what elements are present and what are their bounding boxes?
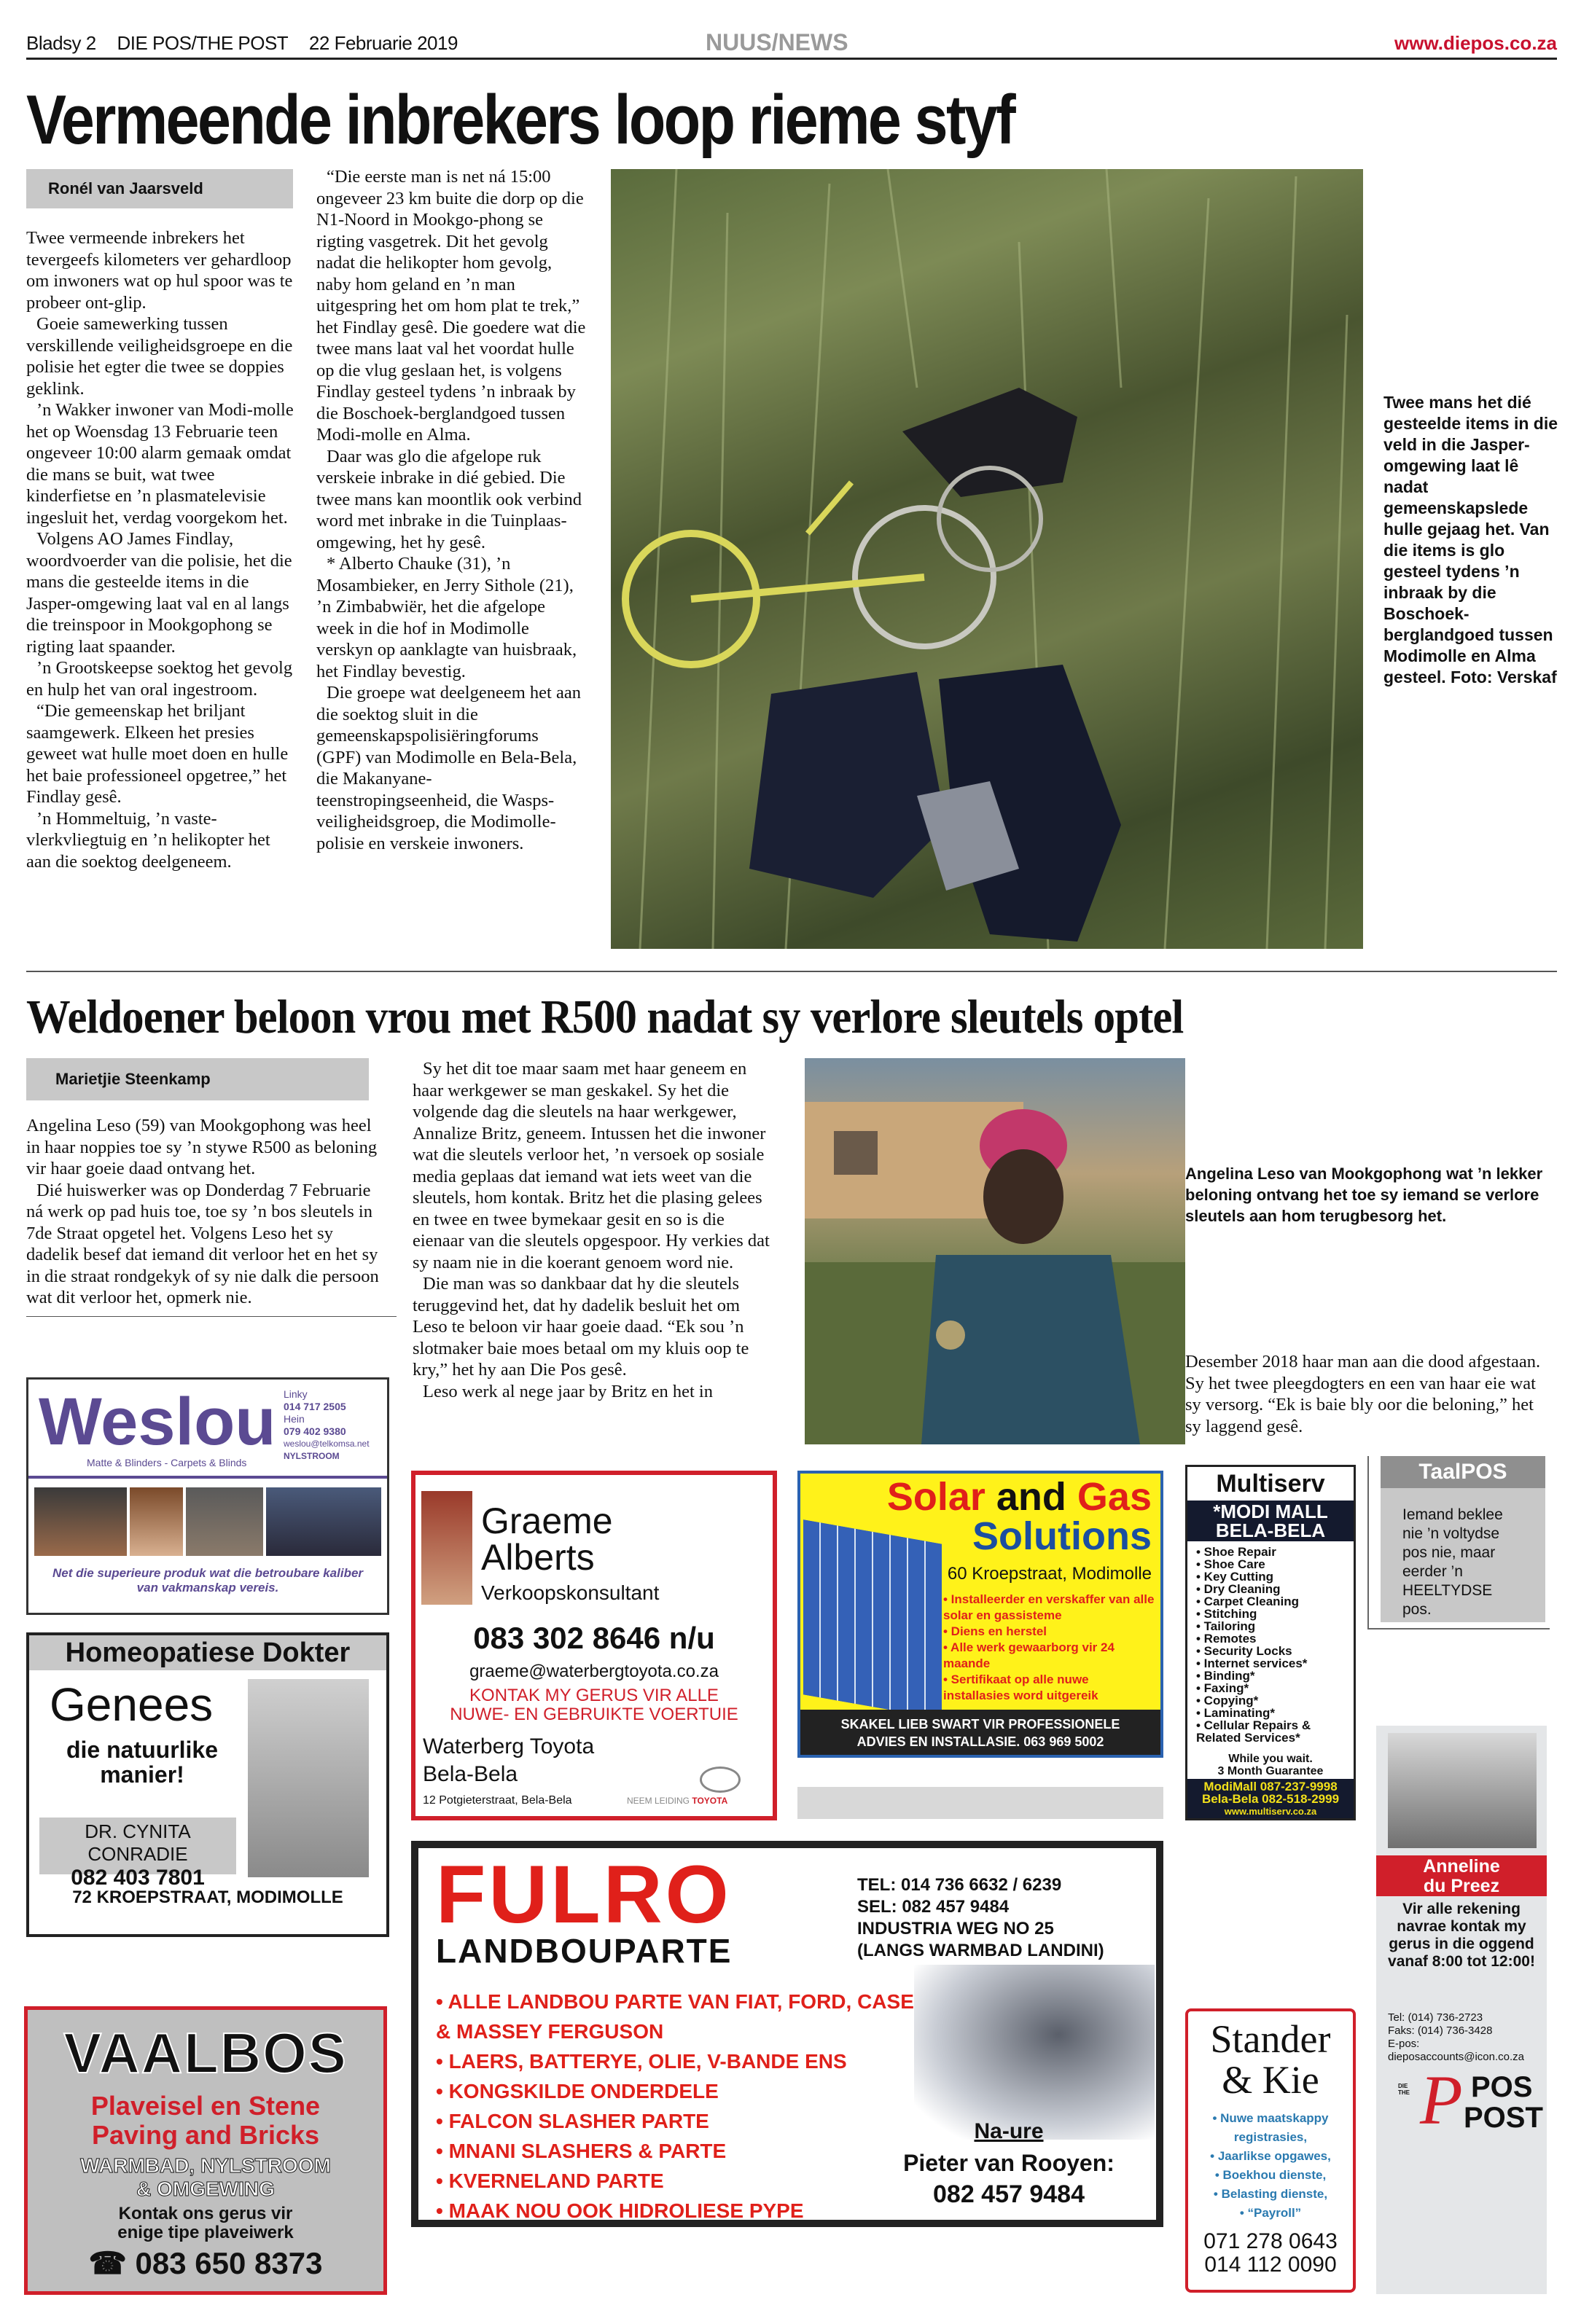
- solar-panel-icon: [803, 1519, 942, 1719]
- homeopath-headline: Genees: [50, 1678, 214, 1731]
- fulro-logo: FULRO: [436, 1849, 732, 1940]
- salesman-role: Verkoopskonsultant: [481, 1581, 660, 1604]
- section-divider: [26, 971, 1557, 972]
- paragraph: Die groepe wat deelgeneem het aan die soektog sluit in die gemeenskapspolisiëringforums (GPF) van Modimolle en Bela-Bela, die Makanyane-teenstropingseenheid, die Wasps-veiligheidsgroep, die Modimolle-polisie en verskeie inwoners.: [316, 683, 581, 853]
- service-item: • MNANI SLASHERS & PARTE: [436, 2140, 727, 2162]
- engine-parts-image: [914, 1965, 1155, 2140]
- phone: Bela-Bela 082-518-2999: [1201, 1792, 1340, 1806]
- service-item: • ALLE LANDBOU PARTE VAN FIAT, FORD, CASE & MASSEY FERGUSON: [436, 1990, 914, 2043]
- phone-icon: ☎: [88, 2246, 127, 2280]
- paragraph: Angelina Leso (59) van Mookgophong was heel in haar noppies toe sy ’n stywe R500 as beloning vir haar goeie daad ontvang het.: [26, 1116, 378, 1178]
- phone: ModiMall 087-237-9998: [1203, 1780, 1338, 1793]
- doctor-name: DR. CYNITA CONRADIE: [85, 1820, 191, 1865]
- fulro-tel: TEL: 014 736 6632 / 6239: [857, 1875, 1062, 1895]
- dealer-name: Waterberg Toyota: [423, 1734, 595, 1758]
- slogan-brand: TOYOTA: [692, 1796, 728, 1806]
- paragraph: Twee vermeende inbrekers het tevergeefs kilometers ver gehardloop om inwoners wat op hul spoor was te probeer ont-glip.: [26, 228, 293, 313]
- paragraph: Sy het dit toe maar saam met haar geneem en haar werkgewer se man geskakel. Sy het die volgende dag die sleutels na haar werkgewer, Annalize Britz, geneem. Intussen het die inwoner wat die sleutels verloor het, ’n versoek op sosiale media geplaas dat iemand wat iets weet van die sleutels, hom kontak. Britz het die plasing gelees en twee en twee bymekaar gesit en so is die eienaar van die sleutels opgespoor. Hy verkies dat sy naam nie in die koerant genoem word nie.: [413, 1059, 770, 1272]
- service-item: • Key Cutting: [1196, 1570, 1274, 1584]
- service-item: • Belasting dienste,: [1213, 2187, 1328, 2201]
- accounts-fax: Faks: (014) 736-3428: [1388, 2024, 1493, 2037]
- website-link[interactable]: www.diepos.co.za: [1394, 32, 1557, 54]
- email-label: E-pos:: [1388, 2038, 1420, 2050]
- homeopath-title: Homeopatiese Dokter: [29, 1635, 386, 1670]
- vaalbos-line4: & OMGEWING: [136, 2178, 275, 2200]
- paragraph: “Die gemeenskap het briljant saamgewerk. Elkeen het presies geweet wat hulle moet doen en hulle het baie professioneel opgetree,” het Findlay gesê.: [26, 701, 289, 807]
- paragraph: Daar was glo die afgelope ruk verskeie inbrake in dié gebied. Die twee mans kan moontlik ook verbind word met inbrake in die Tuinplaas-omgewing, het hy gesê.: [316, 446, 582, 552]
- vaalbos-line1: Plaveisel en Stene: [90, 2091, 321, 2121]
- article1-headline: Vermeende inbrekers loop rieme styf: [26, 81, 1015, 159]
- blank-grey-box: [797, 1787, 1163, 1819]
- vaalbos-logo: VAALBOS: [63, 2021, 348, 2085]
- dealer-address: 12 Potgieterstraat, Bela-Bela: [423, 1794, 572, 1807]
- ad-waterberg-toyota[interactable]: [411, 1471, 777, 1820]
- service-item: • Binding*: [1196, 1669, 1255, 1683]
- toyota-pitch-1: KONTAK MY GERUS VIR ALLE: [469, 1686, 719, 1705]
- solar-title-row2: Solutions: [972, 1514, 1152, 1558]
- solar-footer: [800, 1710, 1160, 1755]
- service-item: • KVERNELAND PARTE: [436, 2170, 664, 2192]
- logo-post: POST: [1464, 2102, 1543, 2134]
- stander-name-1: Stander: [1210, 2017, 1331, 2061]
- service-item: • Dry Cleaning: [1196, 1582, 1281, 1596]
- accounts-tel: Tel: (014) 736-2723: [1388, 2011, 1483, 2024]
- fulro-cell: SEL: 082 457 9484: [857, 1897, 1010, 1917]
- service-item: • FALCON SLASHER PARTE: [436, 2110, 709, 2132]
- weslou-gallery: [34, 1487, 381, 1556]
- paragraph: ’n Hommeltuig, ’n vaste-vlerkvliegtuig en ’n helikopter het aan die soektog deelgeneem.: [26, 808, 270, 872]
- accounts-contact-box: [1376, 1726, 1547, 2294]
- salesman-email: graeme@waterbergtoyota.co.za: [469, 1662, 719, 1681]
- paragraph: “Die eerste man is net ná 15:00 ongeveer 23 km buite die dorp op die N1-Noord in Mookgo-phong se rigting vasgetrek. Dit het gevolg nadat die helikopter hom gevolg, naby hom geland en ’n man uitgespring het om hom plat te trek,” het Findlay gesê. Die goedere wat die twee mans laat val het voordat hulle op die vlug geslaan het, is volgens Findlay gesteel tydens ’n inbraak by die Boschoek-berglandgoed tussen Modi-molle en Alma.: [316, 167, 586, 445]
- slogan-text: NEEM LEIDING: [627, 1796, 690, 1806]
- doctor-photo: [248, 1679, 369, 1877]
- fulro-address: (LANGS WARMBAD LANDINI): [857, 1941, 1104, 1960]
- ad-homeopath[interactable]: [26, 1632, 389, 1937]
- article2-photo-caption: Angelina Leso van Mookgophong wat ’n lekker beloning ontvang het toe sy iemand se verlore sleutels aan hom terugbesorg het.: [1185, 1165, 1543, 1225]
- fulro-contact-phone: 082 457 9484: [933, 2180, 1085, 2208]
- vaalbos-line5: Kontak ons gerus vir: [118, 2204, 293, 2223]
- ad-weslou[interactable]: [26, 1377, 389, 1615]
- multiserv-phones: [1187, 1779, 1354, 1818]
- contact-phone: 079 402 9380: [284, 1425, 346, 1437]
- ad-vaalbos[interactable]: [24, 2006, 387, 2295]
- note-line: 3 Month Guarantee: [1217, 1765, 1324, 1777]
- homeopath-contact-box: [39, 1818, 236, 1890]
- logo-p-glyph: P: [1420, 2061, 1463, 2139]
- service-item: • Carpet Cleaning: [1196, 1595, 1300, 1608]
- homeopath-subline: die natuurlike manier!: [66, 1737, 219, 1788]
- contact-town: NYLSTROOM: [284, 1451, 340, 1461]
- name-line: Anneline: [1423, 1856, 1500, 1877]
- article2-headline: Weldoener beloon vrou met R500 nadat sy verlore sleutels optel: [26, 990, 1184, 1044]
- paragraph: ’n Grootskeepse soektog het gevolg en hulp het van oral ingestroom.: [26, 658, 293, 700]
- divider: [28, 1476, 387, 1479]
- service-item: • Tailoring: [1196, 1619, 1256, 1633]
- taalpos-title: TaalPOS: [1381, 1456, 1545, 1488]
- website: www.multiserv.co.za: [1224, 1806, 1317, 1817]
- paragraph: Leso werk al nege jaar by Britz en het in: [423, 1381, 713, 1401]
- article1-photo-caption: Twee mans het dié gesteelde items in die veld in die Jasper-omgewing laat lê nadat gemeenskapslede hulle gejaag het. Van die items is glo gesteel tydens ’n inbraak by die Boschoek-berglandgoed tussen Modimolle en Alma gesteel. Foto: Verskaf: [1383, 393, 1558, 686]
- service-item: • MAAK NOU OOK HIDROLIESE PYPE: [436, 2199, 804, 2222]
- article2-byline: Marietjie Steenkamp: [26, 1058, 369, 1100]
- contact-email: weslou@telkomsa.net: [284, 1439, 370, 1449]
- ad-stander-kie[interactable]: [1185, 2008, 1356, 2293]
- article2-continued: Desember 2018 haar man aan die dood afgestaan. Sy het twee pleegdogters en een van haar eie wat sy versorg. “Ek is baie bly oor die beloning,” het sy laggend gesê.: [1185, 1352, 1541, 1436]
- toyota-logo-icon: [700, 1767, 741, 1793]
- article1-photo: [611, 169, 1363, 949]
- service-item: • Cellular Repairs & Related Services*: [1196, 1718, 1311, 1745]
- salesman-first-name: Graeme: [481, 1501, 613, 1541]
- fulro-contact-name: Pieter van Rooyen:: [903, 2150, 1115, 2176]
- bicycle-grass-image: [611, 169, 1363, 949]
- taalpos-box: [1367, 1456, 1550, 1629]
- contact-name: [1376, 1855, 1547, 1896]
- woman-with-keys-image: [805, 1058, 1185, 1444]
- vaalbos-line3: WARMBAD, NYLSTROOM: [80, 2154, 331, 2177]
- title-word: and: [996, 1475, 1066, 1519]
- vaalbos-phone-row: [28, 2246, 383, 2281]
- doctor-phone: 082 403 7801: [71, 1866, 205, 1890]
- multiserv-services: [1196, 1546, 1349, 1744]
- location: *MODI MALL: [1213, 1501, 1328, 1522]
- solar-title-row1: [887, 1476, 1152, 1517]
- service-item: • Nuwe maatskappy registrasies,: [1212, 2111, 1329, 2144]
- toyota-slogan: [627, 1796, 727, 1806]
- solar-services: [943, 1592, 1155, 1704]
- dealer-town: Bela-Bela: [423, 1762, 518, 1786]
- gallery-photo: [130, 1487, 184, 1556]
- issue-date: 22 Februarie 2019: [308, 32, 458, 54]
- footer-line: SKAKEL LIEB SWART VIR PROFESSIONELE: [840, 1717, 1120, 1732]
- name-line: du Preez: [1423, 1876, 1500, 1896]
- article1-byline: Ronél van Jaarsveld: [26, 169, 293, 208]
- paragraph: * Alberto Chauke (31), ’n Mosambieker, en Jerry Sithole (21), ’n Zimbabwiër, het die afgelope week in die hof in Modimolle verskyn op aanklagte van huisbraak, het Findlay bevestig.: [316, 554, 577, 681]
- gallery-photo: [34, 1487, 127, 1556]
- logo-small-text: DIE THE: [1398, 2083, 1410, 2096]
- salesman-phone: 083 302 8646 n/u: [473, 1621, 715, 1655]
- paragraph: Volgens AO James Findlay, woordvoerder van die polisie, het die mans die gesteelde items in die Jasper-omgewing laat val en al langs die treinspoor in Mookgophong se rigting laat spaander.: [26, 529, 292, 657]
- service-item: • Boekhou dienste,: [1214, 2168, 1327, 2182]
- weslou-slogan: Net die superieure produk wat die betroubare kaliber van vakmanskap vereis.: [52, 1566, 364, 1595]
- paper-name: DIE POS/THE POST: [117, 32, 289, 54]
- section-label: NUUS/NEWS: [706, 29, 848, 55]
- weslou-logo: Weslou: [39, 1385, 276, 1459]
- footer-line: ADVIES EN INSTALLASIE. 063 969 5002: [856, 1734, 1104, 1749]
- gallery-photo: [266, 1487, 381, 1556]
- gallery-photo: [186, 1487, 262, 1556]
- ad-solar-gas[interactable]: [797, 1471, 1163, 1758]
- fulro-address: INDUSTRIA WEG NO 25: [857, 1919, 1054, 1938]
- note-line: While you wait.: [1228, 1753, 1313, 1765]
- stander-services: [1188, 2109, 1353, 2223]
- accounts-message: Vir alle rekening navrae kontak my gerus in die oggend vanaf 8:00 tot 12:00!: [1388, 1901, 1535, 1970]
- service-item: • Installeerder en verskaffer van alle solar en gassisteme: [943, 1592, 1155, 1622]
- title-word: Solar: [886, 1475, 985, 1519]
- article2-col1: [26, 1115, 383, 1309]
- article2-photo: [805, 1058, 1185, 1444]
- contact-phone: 014 717 2505: [284, 1401, 346, 1412]
- pos-post-logo: [1391, 2061, 1543, 2139]
- fulro-after-hours: Na-ure: [974, 2119, 1044, 2143]
- article1-col2: [316, 166, 586, 854]
- service-item: • Laminating*: [1196, 1706, 1275, 1720]
- fulro-services: [436, 1987, 917, 2226]
- paragraph: Die man was so dankbaar dat hy die sleutels teruggevind het, dat hy dadelik besluit het om Leso te beloon vir haar goeie daad. “Ek sou ’n slotmaker baie moes betaal om my kluis oop te kry,” het hy aan Die Pos gesê.: [413, 1274, 749, 1380]
- weslou-tagline: Matte & Blinders - Carpets & Blinds: [87, 1457, 247, 1468]
- vaalbos-line2: Paving and Bricks: [91, 2120, 320, 2150]
- salesman-last-name: Alberts: [481, 1537, 595, 1578]
- article2-col2: [413, 1058, 777, 1402]
- stander-phones: [1188, 2230, 1353, 2277]
- service-item: • Copying*: [1196, 1694, 1259, 1707]
- service-item: • Shoe Repair: [1196, 1545, 1276, 1559]
- ad-fulro[interactable]: [411, 1841, 1163, 2227]
- accounts-email-link[interactable]: dieposaccounts@icon.co.za: [1388, 2051, 1525, 2063]
- ad-multiserv[interactable]: [1185, 1465, 1356, 1820]
- contact-name: Linky: [284, 1388, 308, 1400]
- masthead: [26, 29, 1557, 60]
- service-item: • Faxing*: [1196, 1681, 1249, 1695]
- taalpos-text: Iemand beklee nie ’n voltydse pos nie, maar eerder ’n HEELTYDSE pos.: [1381, 1488, 1545, 1622]
- vaalbos-line6: enige tipe plaveiwerk: [117, 2223, 294, 2242]
- service-item: • Stitching: [1196, 1607, 1257, 1621]
- service-item: • Jaarlikse opgawes,: [1210, 2149, 1331, 2163]
- multiserv-logo: Multiserv: [1216, 1470, 1325, 1498]
- page-number: Bladsy 2: [26, 32, 96, 54]
- multiserv-note: [1187, 1753, 1354, 1777]
- logo-pos: POS: [1471, 2071, 1533, 2103]
- phone: 071 278 0643: [1203, 2229, 1338, 2253]
- paragraph: ’n Wakker inwoner van Modi-molle het op Woensdag 13 Februarie teen ongeveer 10:00 alarm gemaak omdat die mans se buit, wat twee kinderfietse en ’n plasmatelevisie ingesluit het, verdag voorgekom het.: [26, 400, 294, 528]
- contact-photo: [1388, 1733, 1537, 1848]
- service-item: • KONGSKILDE ONDERDELE: [436, 2080, 719, 2102]
- fulro-sub: LANDBOUPARTE: [436, 1932, 733, 1970]
- service-item: • Security Locks: [1196, 1644, 1292, 1658]
- vaalbos-phone: 083 650 8373: [135, 2246, 323, 2280]
- service-item: • Diens en herstel: [943, 1624, 1047, 1638]
- phone: 014 112 0090: [1204, 2253, 1337, 2277]
- fulro-contact: [857, 1874, 1104, 1962]
- service-item: • “Payroll”: [1239, 2206, 1302, 2220]
- contact-name: Hein: [284, 1413, 305, 1425]
- service-item: • Alle werk gewaarborg vir 24 maande: [943, 1640, 1115, 1670]
- paragraph: Dié huiswerker was op Donderdag 7 Februarie ná werk op pad huis toe, toe sy ’n bos sleutels in 7de Straat opgetel het. Volgens Leso het sy dadelik besef dat iemand dit verloor het en het sy in die straat rondgekyk of sy nie dalk die persoon wat dit verloor het, opmerk nie.: [26, 1180, 379, 1307]
- service-item: • Shoe Care: [1196, 1557, 1265, 1571]
- solar-address: 60 Kroepstraat, Modimolle: [947, 1564, 1152, 1584]
- title-word: Gas: [1077, 1475, 1152, 1519]
- stander-name-2: & Kie: [1222, 2058, 1319, 2102]
- service-item: • Internet services*: [1196, 1656, 1308, 1670]
- column-divider: [26, 1316, 397, 1317]
- masthead-info: [26, 32, 474, 55]
- toyota-pitch-2: NUWE- EN GEBRUIKTE VOERTUIE: [450, 1705, 738, 1724]
- location: BELA-BELA: [1215, 1519, 1326, 1541]
- salesman-photo: [421, 1491, 472, 1605]
- article1-col1: [26, 227, 296, 872]
- service-item: • LAERS, BATTERYE, OLIE, V-BANDE ENS: [436, 2050, 847, 2073]
- paragraph: Goeie samewerking tussen verskillende veiligheidsgroepe en die polisie het egter die twee se doppies geklink.: [26, 314, 293, 399]
- weslou-contacts: [284, 1388, 370, 1463]
- accounts-contact-details: [1388, 2011, 1544, 2064]
- multiserv-locations: [1187, 1501, 1354, 1541]
- service-item: • Sertifikaat op alle nuwe installasies word uitgereik: [943, 1672, 1098, 1702]
- homeopath-address: 72 KROEPSTRAAT, MODIMOLLE: [72, 1887, 343, 1907]
- service-item: • Remotes: [1196, 1632, 1257, 1646]
